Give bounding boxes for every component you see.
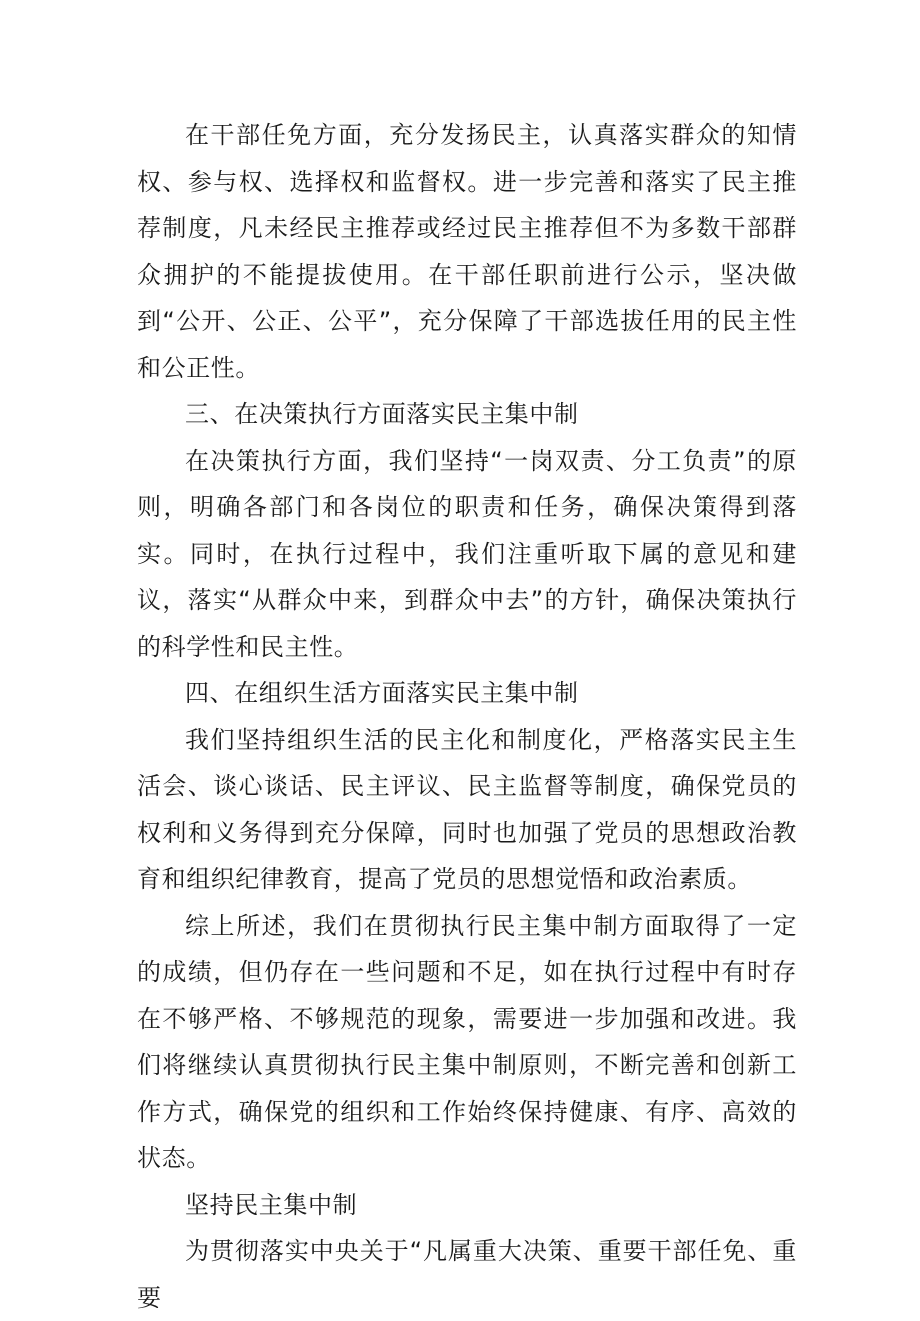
section-heading-decision-execution: 三、在决策执行方面落实民主集中制 (185, 400, 579, 428)
paragraph-summary: 综上所述，我们在贯彻执行民主集中制方面取得了一定的成绩，但仍存在一些问题和不足，如在执行过程中有时存在不够严格、不够规范的现象，需要进一步加强和改进。我们将继续认真贯彻执行民主集中制原则，不断完善和创新工作方式，确保党的组织和工作始终保持健康、有序、高效的状态。 (137, 911, 797, 1172)
paragraph-decision-execution: 在决策执行方面，我们坚持“一岗双责、分工负责”的原则，明确各部门和各岗位的职责和任务，确保决策得到落实。同时，在执行过程中，我们注重听取下属的意见和建议，落实“从群众中来，到群众中去”的方针，确保决策执行的科学性和民主性。 (137, 446, 797, 661)
document-body (137, 112, 797, 1321)
paragraph-central-requirements: 为贯彻落实中央关于“凡属重大决策、重要干部任免、重要 (137, 1237, 797, 1312)
section-heading-uphold-democratic-centralism: 坚持民主集中制 (185, 1190, 358, 1219)
paragraph-organizational-life: 我们坚持组织生活的民主化和制度化，严格落实民主生活会、谈心谈话、民主评议、民主监督等制度，确保党员的权利和义务得到充分保障，同时也加强了党员的思想政治教育和组织纪律教育，提高了党员的思想觉悟和政治素质。 (137, 725, 797, 893)
paragraph-cadre-appointment: 在干部任免方面，充分发扬民主，认真落实群众的知情权、参与权、选择权和监督权。进一步完善和落实了民主推荐制度，凡未经民主推荐或经过民主推荐但不为多数干部群众拥护的不能提拔使用。在干部任职前进行公示，坚决做到“公开、公正、公平”，充分保障了干部选拔任用的民主性和公正性。 (137, 121, 797, 382)
section-heading-organizational-life: 四、在组织生活方面落实民主集中制 (185, 679, 579, 707)
